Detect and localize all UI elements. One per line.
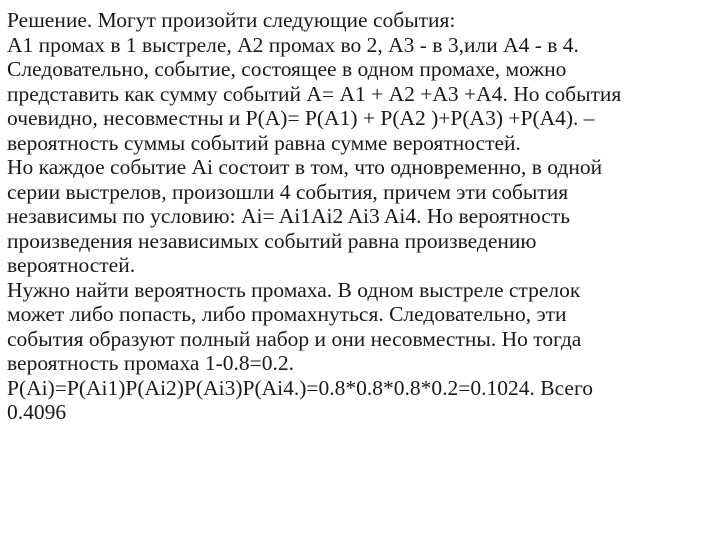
text-line: независимы по условию: Аi= Ai1Ai2 Ai3 Ai4. Но вероятность bbox=[7, 204, 571, 228]
text-line: может либо попасть, либо промахнуться. Следовательно, эти bbox=[7, 302, 567, 326]
text-line: представить как сумму событий А= А1 + А2 +А3 +А4. Но события bbox=[7, 81, 622, 106]
text-line: А1 промах в 1 выстреле, А2 промах во 2, А3 - в 3,или А4 - в 4. bbox=[7, 32, 579, 57]
solution-text bbox=[7, 8, 713, 425]
text-line: очевидно, несовместны и Р(А)= Р(А1) + Р(А2 )+Р(А3) +Р(А4). – bbox=[7, 106, 595, 130]
text-line: P(Ai)=P(Ai1)P(Ai2)P(Ai3)P(Ai4.)=0.8*0.8*0.8*0.2=0.1024. Всего bbox=[7, 375, 593, 400]
text-line: Следовательно, событие, состоящее в одном промахе, можно bbox=[7, 57, 567, 81]
text-line: Решение. Могут произойти следующие события: bbox=[7, 8, 456, 32]
text-line: Но каждое событие Аi состоит в том, что одновременно, в одной bbox=[7, 155, 603, 179]
text-line: произведения независимых событий равна произведению bbox=[7, 228, 537, 253]
text-line: вероятностей. bbox=[7, 253, 136, 277]
text-line: Нужно найти вероятность промаха. В одном выстреле стрелок bbox=[7, 277, 581, 302]
text-line: вероятность суммы событий равна сумме вероятностей. bbox=[7, 130, 521, 155]
text-line: серии выстрелов, произошли 4 события, причем эти события bbox=[7, 179, 569, 204]
text-line: 0.4096 bbox=[7, 400, 67, 424]
text-line: вероятность промаха 1-0.8=0.2. bbox=[7, 351, 294, 375]
text-line: события образуют полный набор и они несовместны. Но тогда bbox=[7, 326, 582, 351]
